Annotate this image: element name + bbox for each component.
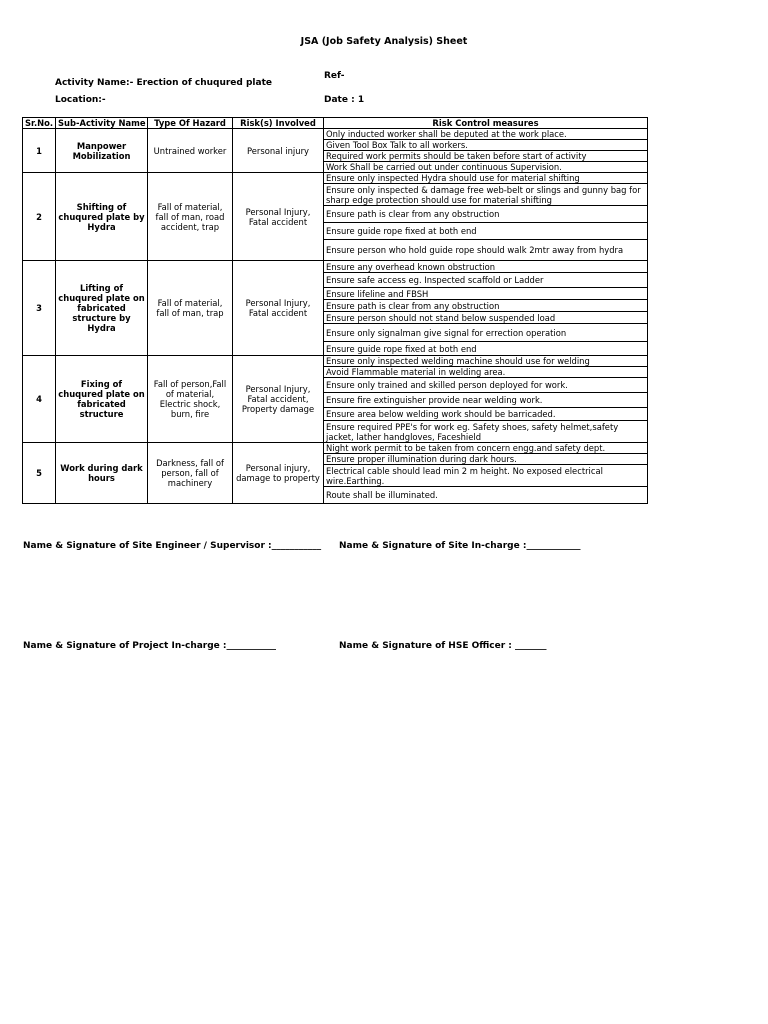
control-measure: Ensure required PPE's for work eg. Safety shoes, safety helmet,safety jacket, lather handgloves, Faceshield — [324, 421, 648, 443]
sr-no: 5 — [23, 443, 56, 504]
jsa-table — [22, 117, 648, 504]
control-measure: Ensure guide rope fixed at both end — [324, 342, 648, 356]
table-row — [23, 129, 648, 140]
sr-no: 2 — [23, 173, 56, 261]
table-row — [23, 443, 648, 454]
activity-name: Activity Name:- Erection of chuqured plate — [55, 78, 272, 88]
control-measure: Only inducted worker shall be deputed at the work place. — [324, 129, 648, 140]
control-measure: Ensure path is clear from any obstruction — [324, 206, 648, 223]
header-risk: Risk(s) Involved — [233, 118, 324, 129]
sub-activity: Shifting of chuqured plate by Hydra — [56, 173, 148, 261]
risk: Personal injury, damage to property — [233, 443, 324, 504]
control-measure: Ensure only inspected Hydra should use for material shifting — [324, 173, 648, 184]
control-measure: Ensure only trained and skilled person deployed for work. — [324, 378, 648, 393]
sub-activity: Work during dark hours — [56, 443, 148, 504]
control-measure: Ensure safe access eg. Inspected scaffold or Ladder — [324, 273, 648, 288]
control-measure: Night work permit to be taken from concern engg.and safety dept. — [324, 443, 648, 454]
control-measure: Ensure any overhead known obstruction — [324, 261, 648, 273]
control-measure: Electrical cable should lead min 2 m height. No exposed electrical wire.Earthing. — [324, 465, 648, 487]
reference: Ref- — [324, 71, 345, 81]
control-measure: Required work permits should be taken before start of activity — [324, 151, 648, 162]
risk: Personal Injury, Fatal accident — [233, 173, 324, 261]
control-measure: Ensure only signalman give signal for errection operation — [324, 324, 648, 342]
control-measure: Ensure lifeline and FBSH — [324, 288, 648, 300]
project-incharge-signature: Name & Signature of Project In-charge :___________ — [23, 641, 277, 651]
control-measure: Ensure area below welding work should be barricaded. — [324, 408, 648, 421]
table-row — [23, 356, 648, 367]
hazard: Fall of material, fall of man, road accident, trap — [148, 173, 233, 261]
hazard: Darkness, fall of person, fall of machinery — [148, 443, 233, 504]
sr-no: 4 — [23, 356, 56, 443]
header-control-measures: Risk Control measures — [324, 118, 648, 129]
header-sub-activity: Sub-Activity Name — [56, 118, 148, 129]
control-measure: Ensure path is clear from any obstruction — [324, 300, 648, 312]
header-sr-no: Sr.No. — [23, 118, 56, 129]
table-row — [23, 173, 648, 184]
hazard: Fall of material, fall of man, trap — [148, 261, 233, 356]
control-measure: Ensure only inspected & damage free web-belt or slings and gunny bag for sharp edge protection should use for material shifting — [324, 184, 648, 206]
control-measure: Ensure only inspected welding machine should use for welding — [324, 356, 648, 367]
site-incharge-signature: Name & Signature of Site In-charge :____________ — [339, 541, 581, 551]
control-measure: Ensure fire extinguisher provide near welding work. — [324, 393, 648, 408]
site-engineer-signature: Name & Signature of Site Engineer / Supervisor :___________ — [23, 541, 322, 551]
table-row — [23, 261, 648, 273]
sr-no: 3 — [23, 261, 56, 356]
risk: Personal Injury, Fatal accident, Property damage — [233, 356, 324, 443]
sub-activity: Manpower Mobilization — [56, 129, 148, 173]
sheet-title: JSA (Job Safety Analysis) Sheet — [300, 36, 468, 47]
sr-no: 1 — [23, 129, 56, 173]
location: Location:- — [55, 95, 106, 105]
table-header-row — [23, 118, 648, 129]
date: Date : 1 — [324, 95, 365, 105]
control-measure: Route shall be illuminated. — [324, 487, 648, 504]
control-measure: Work Shall be carried out under continuous Supervision. — [324, 162, 648, 173]
hse-officer-signature: Name & Signature of HSE Officer : _______ — [339, 641, 547, 651]
control-measure: Ensure person should not stand below suspended load — [324, 312, 648, 324]
control-measure: Avoid Flammable material in welding area. — [324, 367, 648, 378]
risk: Personal Injury, Fatal accident — [233, 261, 324, 356]
header-hazard: Type Of Hazard — [148, 118, 233, 129]
control-measure: Ensure person who hold guide rope should walk 2mtr away from hydra — [324, 240, 648, 261]
control-measure: Ensure guide rope fixed at both end — [324, 223, 648, 240]
sub-activity: Lifting of chuqured plate on fabricated structure by Hydra — [56, 261, 148, 356]
control-measure: Given Tool Box Talk to all workers. — [324, 140, 648, 151]
risk: Personal injury — [233, 129, 324, 173]
sub-activity: Fixing of chuqured plate on fabricated structure — [56, 356, 148, 443]
hazard: Untrained worker — [148, 129, 233, 173]
control-measure: Ensure proper illumination during dark hours. — [324, 454, 648, 465]
hazard: Fall of person,Fall of material, Electric shock, burn, fire — [148, 356, 233, 443]
